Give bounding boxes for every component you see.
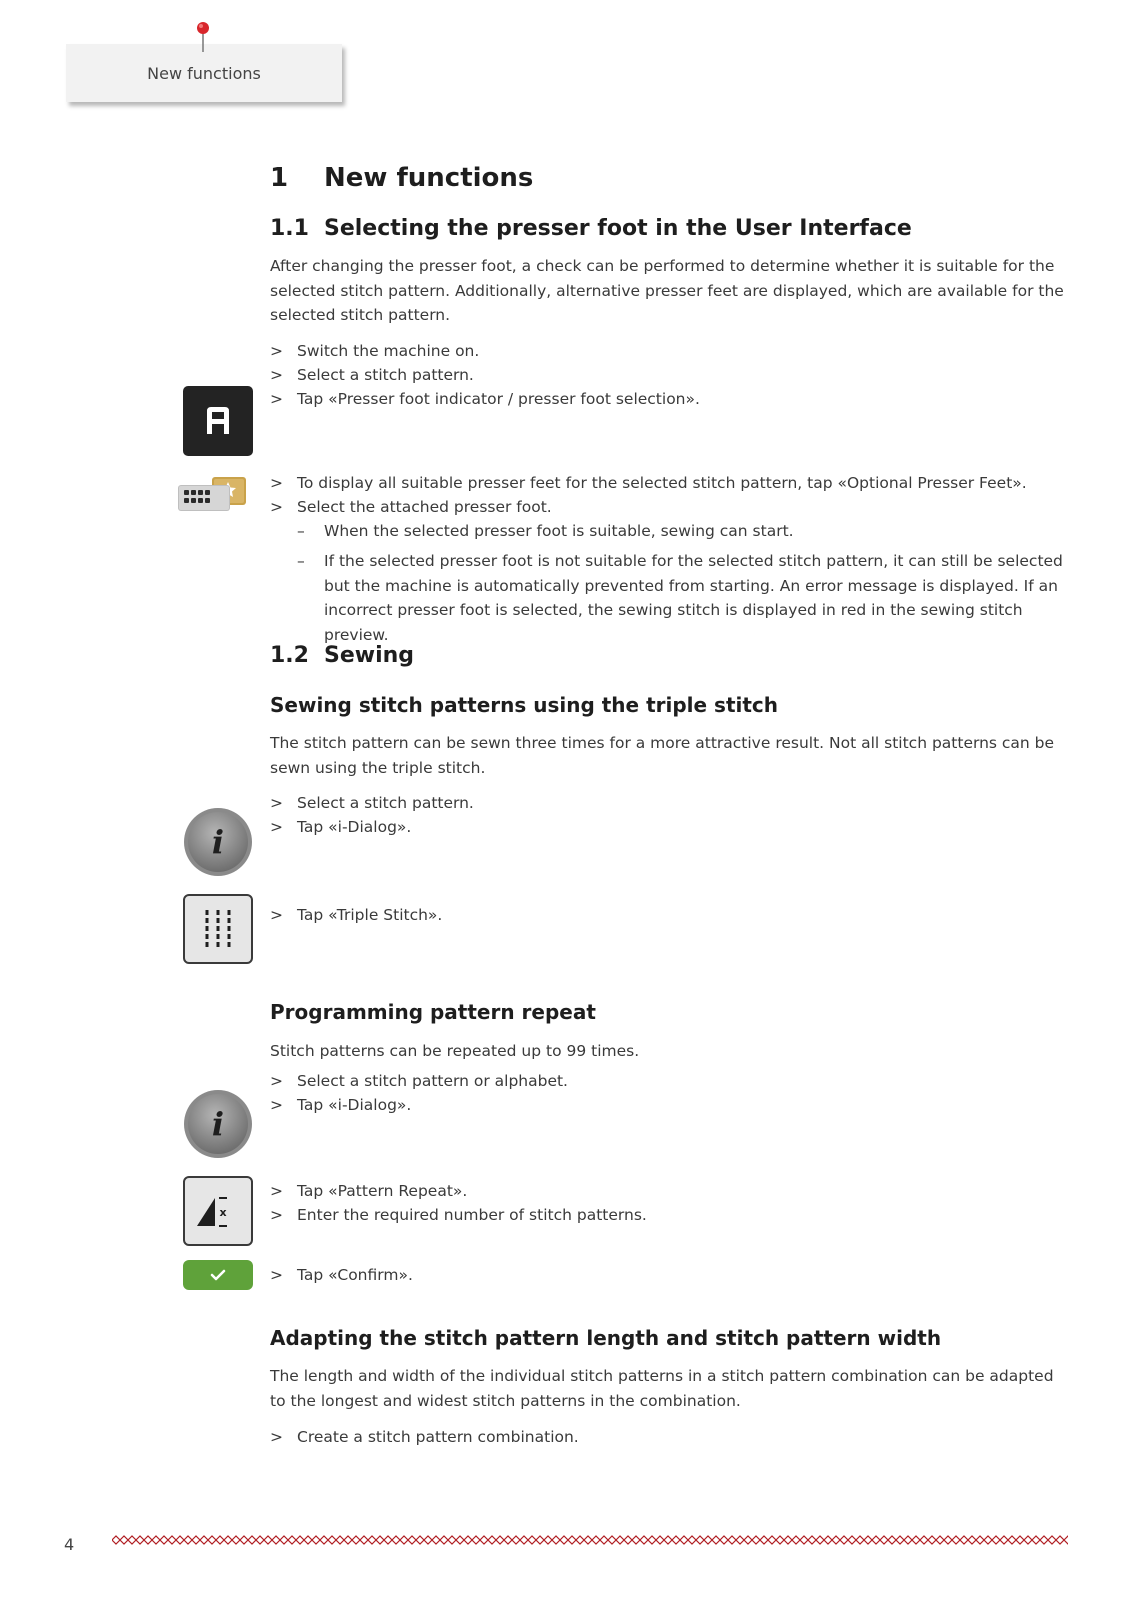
svg-text:i: i: [211, 1105, 225, 1143]
step-marker: >: [270, 390, 283, 408]
decorative-stitch-border: [112, 1533, 1068, 1547]
step: [270, 1425, 579, 1449]
pin-icon: [193, 20, 213, 54]
step-marker: >: [270, 794, 283, 812]
step-marker: >: [270, 1182, 283, 1200]
section-1-2-heading: [270, 643, 414, 668]
header-tab-label: New functions: [147, 64, 261, 83]
svg-text:i: i: [211, 823, 225, 861]
section-1-1-intro: After changing the presser foot, a check can be performed to determine whether it is suitable for the selected stitch pattern. Additionally, alternative presser feet are displayed, which are available for the selected stitch pattern.: [270, 257, 1064, 324]
step-text: Select a stitch pattern.: [297, 366, 474, 384]
stitch-diamonds: [112, 1536, 1068, 1544]
section-title: New functions: [324, 163, 534, 193]
triple-stitch-heading: Sewing stitch patterns using the triple stitch: [270, 693, 779, 717]
section-number: 1: [270, 163, 289, 193]
step: [270, 471, 1027, 495]
step-marker: >: [270, 498, 283, 516]
step: [270, 387, 700, 411]
triple-stitch-icon: [183, 894, 253, 964]
step-marker: >: [270, 342, 283, 360]
section-1-1-heading: [270, 216, 912, 241]
step-text: Tap «i-Dialog».: [297, 818, 412, 836]
section-title: Sewing: [324, 643, 415, 668]
step-text: To display all suitable presser feet for the selected stitch pattern, tap «Optional Presser Feet».: [297, 474, 1027, 492]
step: [270, 1179, 467, 1203]
step-marker: >: [270, 1428, 283, 1446]
pattern-repeat-heading: Programming pattern repeat: [270, 1000, 596, 1024]
step-text: Create a stitch pattern combination.: [297, 1428, 579, 1446]
step-marker: >: [270, 1266, 283, 1284]
step: [270, 339, 479, 363]
step: [270, 1069, 568, 1093]
sub-step-text: When the selected presser foot is suitable, sewing can start.: [324, 522, 794, 540]
section-title: Selecting the presser foot in the User Interface: [324, 216, 912, 241]
step-marker: >: [270, 1096, 283, 1114]
step-text: Tap «Triple Stitch».: [297, 906, 443, 924]
triple-stitch-intro: The stitch pattern can be sewn three times for a more attractive result. Not all stitch patterns can be sewn using the triple stitch.: [270, 734, 1055, 777]
section-1-heading: [270, 163, 533, 193]
sub-marker: –: [297, 522, 305, 540]
step-text: Tap «Pattern Repeat».: [297, 1182, 468, 1200]
sub-marker: –: [297, 552, 305, 570]
step: [270, 363, 474, 387]
step-marker: >: [270, 906, 283, 924]
step-marker: >: [270, 818, 283, 836]
step: [270, 1093, 411, 1117]
step-text: Tap «i-Dialog».: [297, 1096, 412, 1114]
svg-text:x: x: [219, 1206, 227, 1219]
step: [270, 1203, 647, 1227]
pattern-repeat-intro: Stitch patterns can be repeated up to 99 times.: [270, 1042, 640, 1060]
sub-step-text: If the selected presser foot is not suitable for the selected stitch pattern, it can still be selected but the machine is automatically prevented from starting. An error message is displayed. If an incorrect presser foot is selected, the sewing stitch is displayed in red in the sewing stitch preview.: [324, 552, 1063, 644]
section-number: 1.2: [270, 643, 309, 668]
adapt-heading: Adapting the stitch pattern length and stitch pattern width: [270, 1326, 942, 1350]
step-text: Select a stitch pattern or alphabet.: [297, 1072, 568, 1090]
step-text: Tap «Confirm».: [297, 1266, 413, 1284]
sub-step: [297, 549, 1077, 647]
step: [270, 791, 474, 815]
step-marker: >: [270, 1072, 283, 1090]
pattern-repeat-icon: [183, 1176, 253, 1246]
step-text: Tap «Presser foot indicator / presser foot selection».: [297, 390, 700, 408]
page-number: 4: [64, 1535, 75, 1554]
step-text: Select a stitch pattern.: [297, 794, 474, 812]
step: [270, 903, 442, 927]
optional-presser-feet-icon: [176, 475, 252, 515]
step-marker: >: [270, 366, 283, 384]
step-text: Select the attached presser foot.: [297, 498, 552, 516]
section-number: 1.1: [270, 216, 309, 241]
i-dialog-icon: [183, 1089, 253, 1159]
step-text: Enter the required number of stitch patterns.: [297, 1206, 647, 1224]
step-marker: >: [270, 1206, 283, 1224]
i-dialog-icon: [183, 807, 253, 877]
step-marker: >: [270, 474, 283, 492]
step: [270, 495, 552, 519]
presser-foot-icon: [183, 386, 253, 456]
confirm-check-icon: [183, 1260, 253, 1290]
step-text: Switch the machine on.: [297, 342, 480, 360]
adapt-intro: The length and width of the individual stitch patterns in a stitch pattern combination can be adapted to the longest and widest stitch patterns in the combination.: [270, 1367, 1054, 1410]
step: [270, 1263, 413, 1287]
step: [270, 815, 411, 839]
sub-step: [297, 519, 1077, 544]
